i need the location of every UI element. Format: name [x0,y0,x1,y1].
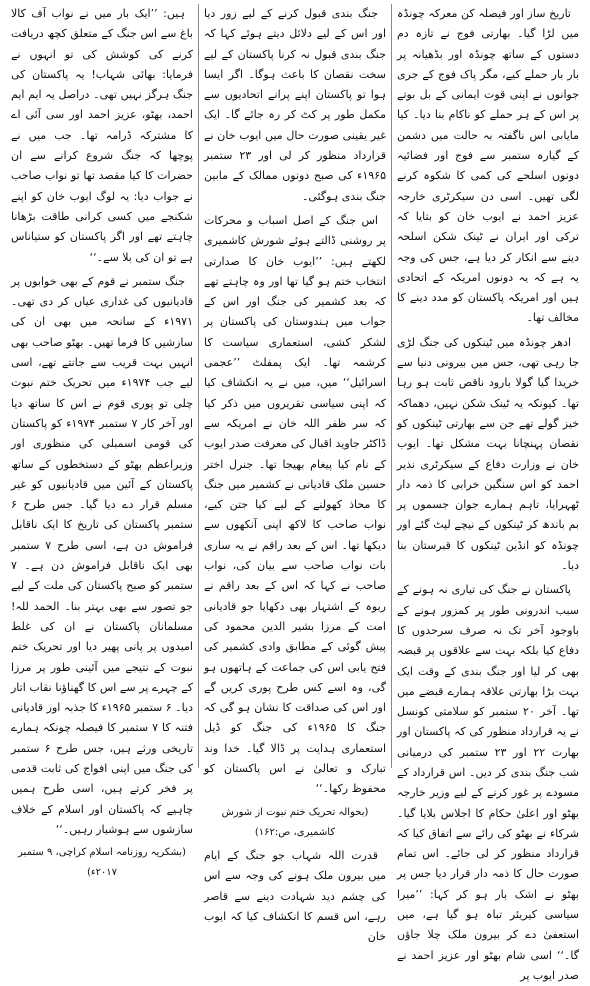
paragraph: جنگ بندی قبول کرنے کے لیے زور دیا اور اس کے لیے دلائل دیتے ہوئے کہا کہ جنگ بندی قبول نہ کرنا پاکستان کے لیے سخت نقصان کا باعث ہوگا۔ اگر ایسا ہوا تو پاکستان اپنے پرانے اتحادیوں سے مکمل طور پر کٹ کر رہ جائے گا۔ ایک غیر یقینی صورت حال میں ایوب خان نے قرارداد منظور کر لی اور ۲۳ ستمبر ۱۹۶۵ء کی صبح دونوں ممالک کے مابین جنگ بندی ہوگئی۔ [204,7,386,203]
article-column-right [392,4,584,982]
paragraph: تاریخ ساز اور فیصلہ کن معرکہ چونڈہ میں لڑا گیا۔ بھارتی فوج نے تازہ دم دستوں کے ساتھ چونڈہ اور بڈھیانہ پر بار بار حملے کیے، مگر پاک فوج کے جری جوانوں نے اپنی قوت ایمانی کے بل بوتے پر اس کے ہر حملے کو ناکام بنا دیا۔ کیا مایابی اس ناگفتہ بہ حالت میں دشمن کے گیارہ ستمبر سے فوج اور فضائیہ دونوں اسلحے کی کمی کا شکوہ کرنے لگی تھیں۔ اسی دن سیکرٹری خارجہ عزیز احمد نے ایوب خان کو بتایا کہ ترکی اور ایران نے ٹینک شکن اسلحہ دینے سے انکار کر دیا ہے، جس کی وجہ یہ ہے کہ یہ دونوں امریکہ کے اتحادی ہیں اور امریکہ پاکستان کو مدد دینے کا مخالف تھا۔ [397,7,579,325]
paragraph: ہیں: ’’ایک بار میں نے نواب آف کالا باغ سے اس جنگ کے متعلق کچھ دریافت کرنے کی کوشش کی تو انہوں نے فرمایا: بھائی شہاب! یہ پاکستان کی جنگ ہرگز نہیں تھی۔ دراصل یہ ایم ایم احمد، بھٹو، عزیز احمد اور سی آئی اے کا مشترکہ ڈرامہ تھا۔ جب میں نے پوچھا کہ جنگ شروع کرانے سے ان حضرات کا کیا مقصد تھا تو نواب صاحب نے جواب دیا: یہ لوگ ایوب خان کو اپنے شکنجے میں کسی کرانی طاقت بڑھانا چاہتے تھے اور اگر پاکستان کو ستیاناس ہے تو ان کی بلا سے۔‘‘ [11,7,193,264]
source-citation: (بشکریہ روزنامہ اسلام کراچی، ۹ ستمبر ۲۰۱۷ء) [18,847,186,879]
paragraph: پاکستان نے جنگ کی تیاری نہ ہونے کے سبب اندرونی طور پر کمزور ہونے کے باوجود آخر تک نہ صرف سرحدوں کا دفاع کیا بلکہ بہت سے علاقوں پر قبضہ بھی کر لیا اور جنگ بندی کے وقت ایک بہت بڑا بھارتی علاقہ ہمارے قبضے میں تھا۔ آخر ۲۰ ستمبر کو سلامتی کونسل نے یہ قرارداد منظور کی کہ پاکستان اور بھارت ۲۲ اور ۲۳ ستمبر کی درمیانی شب جنگ بندی کر دیں۔ اس قرارداد کے مسودے پر غور کرنے کے لیے وزیر خارجہ بھٹو اور اعلیٰ حکام کا اجلاس بلایا گیا۔ شرکاء نے بھٹو کی رائے سے اتفاق کیا کہ قرارداد منظور کر لی جائے۔ اس تمام صورت حال کا ذمہ دار قرار دیا جس پر بھٹو نے اشک بار ہو کر کہا: ’’میرا سیاسی کیریئر تباہ ہو گیا ہے، میں استعفیٰ دے کر بیرون ملک چلا جاؤں گا۔‘‘ اسی شام بھٹو اور عزیز احمد نے صدر ایوب پر [397,583,579,982]
paragraph: ادھر چونڈہ میں ٹینکوں کی جنگ لڑی جا رہی تھی، جس میں بیرونی دنیا سے خریدا گیا گولا بارود ناقص ثابت ہو رہا تھا۔ کیونکہ یہ ٹینک شکن نہیں، دھماکہ خیز گولے تھے جن سے بھارتی ٹینکوں کو نقصان پہنچانا بہت مشکل تھا۔ ایوب خان نے وزارت دفاع کے سیکرٹری نذیر احمد کو اس سنگین خرابی کا ذمہ دار ٹھہرایا، تاہم ہمارے جوان جسموں پر بم باندھ کر ٹینکوں کے نیچے لیٹ گئے اور چونڈہ کو انڈین ٹینکوں کا قبرستان بنا دیا۔ [397,335,579,573]
article-column-left [6,4,199,879]
source-citation: (بحوالہ تحریک ختم نبوت از شورش کاشمیری، ص:۱۶۲) [221,806,369,838]
paragraph: اس جنگ کے اصل اسباب و محرکات پر روشنی ڈالتے ہوئے شورش کاشمیری لکھتے ہیں: ’’ایوب خان کا صدارتی انتخاب ختم ہو گیا تھا اور وہ چاہتے تھے کہ بعد کشمیر کی جنگ اور اس کے جواب میں ہندوستان کی پاکستان پر لشکر کشی، استعماری سیاست کا کرشمہ تھا۔ ایک پمفلٹ ’’عجمی اسرائیل‘‘ میں، میں نے یہ انکشاف کیا کہ اپنی سیاسی تقریروں میں ذکر کیا کہ سر ظفر اللہ خان نے امریکہ سے ڈاکٹر جاوید اقبال کی معرفت صدر ایوب کے نام کیا پیغام بھیجا تھا۔ جنرل اختر حسین ملک قادیانی نے کشمیر میں جنگ کا محاذ کھولنے کے لیے کیا جتن کیے، نواب صاحب کا لاکھ اپنی آنکھوں سے دیکھا تھا۔ اس کے بعد راقم نے یہ ساری بات نواب صاحب سے بیان کی، نواب صاحب نے کہا کہ اس کے بعد راقم نے ربوہ کے اشتہار بھی دکھایا جو قادیانی امت کے مرزا بشیر الدین محمود کی پیش گوئی کے مطابق وادی کشمیر کی فتح یابی اس کی جماعت کے ہاتھوں ہو گی، وہ اسے کس طرح پوری کریں گے اور اس کی صداقت کا نشان ہو گی کہ جنگ کا ۱۹۶۵ء کی جنگ کو ڈیل استعماری ہدایت پر ڈالا گیا۔ خدا وند تبارک و تعالیٰ نے اس پاکستان کو محفوظ رکھا۔‘‘ [204,213,386,796]
paragraph: جنگ ستمبر نے قوم کے بھی خوابوں پر قادیانیوں کی غداری عیاں کر دی تھی۔ ۱۹۷۱ء کے سانحہ میں بھی ان کی سازشیں کا فرما تھیں۔ بھٹو صاحب بھی انہیں بہت قریب سے جانتے تھے، اسی لیے جب ۱۹۷۴ء میں تحریک ختم نبوت چلی تو پوری قوم نے اس کا ساتھ دیا اور آخر کار ۷ ستمبر ۱۹۷۴ء کو پاکستان کی قومی اسمبلی کی منظوری اور وزیراعظم بھٹو کے دستخطوں کے ساتھ پاکستان کے آئین میں قادیانیوں کو غیر مسلم قرار دے دیا گیا۔ جس طرح ۶ ستمبر پاکستان کی تاریخ کا ایک ناقابل فراموش دن ہے، اسی طرح ۷ ستمبر بھی ایک ناقابل فراموش دن ہے۔ ۷ ستمبر کو صبح پاکستان کی ملت کے لیے جو تصور سے بھی بہتر بنا۔ الحمد للہ! مسلمانان پاکستان نے ان کی غلط امیدوں پر پانی پھیر دیا اور تحریک ختم نبوت کے نتیجے میں آئینی طور پر مرزا کے چہرے پر سے اس کا گھناؤنا نقاب اتار دیا۔ ۶ ستمبر ۱۹۶۵ء کا جذبہ اور قادیانی فتنہ کا ۷ ستمبر کا فیصلہ چونکہ ہمارے تاریخی ورثے ہیں، جس طرح ۶ ستمبر کی جنگ میں اپنی افواج کی ثابت قدمی پر فخر کرتے ہیں، اسی طرح ہمیں چاہیے کہ پاکستان اور اسلام کے خلاف سازشوں سے ہوشیار رہیں۔‘‘ [11,274,194,836]
paragraph: قدرت اللہ شہاب جو جنگ کے ایام میں بیرون ملک ہونے کی وجہ سے اس کی چشم دید شہادت دینے سے قاصر رہے، اس قسم کا انکشاف کیا کہ ایوب خان [204,849,386,944]
article-column-middle [199,4,392,944]
